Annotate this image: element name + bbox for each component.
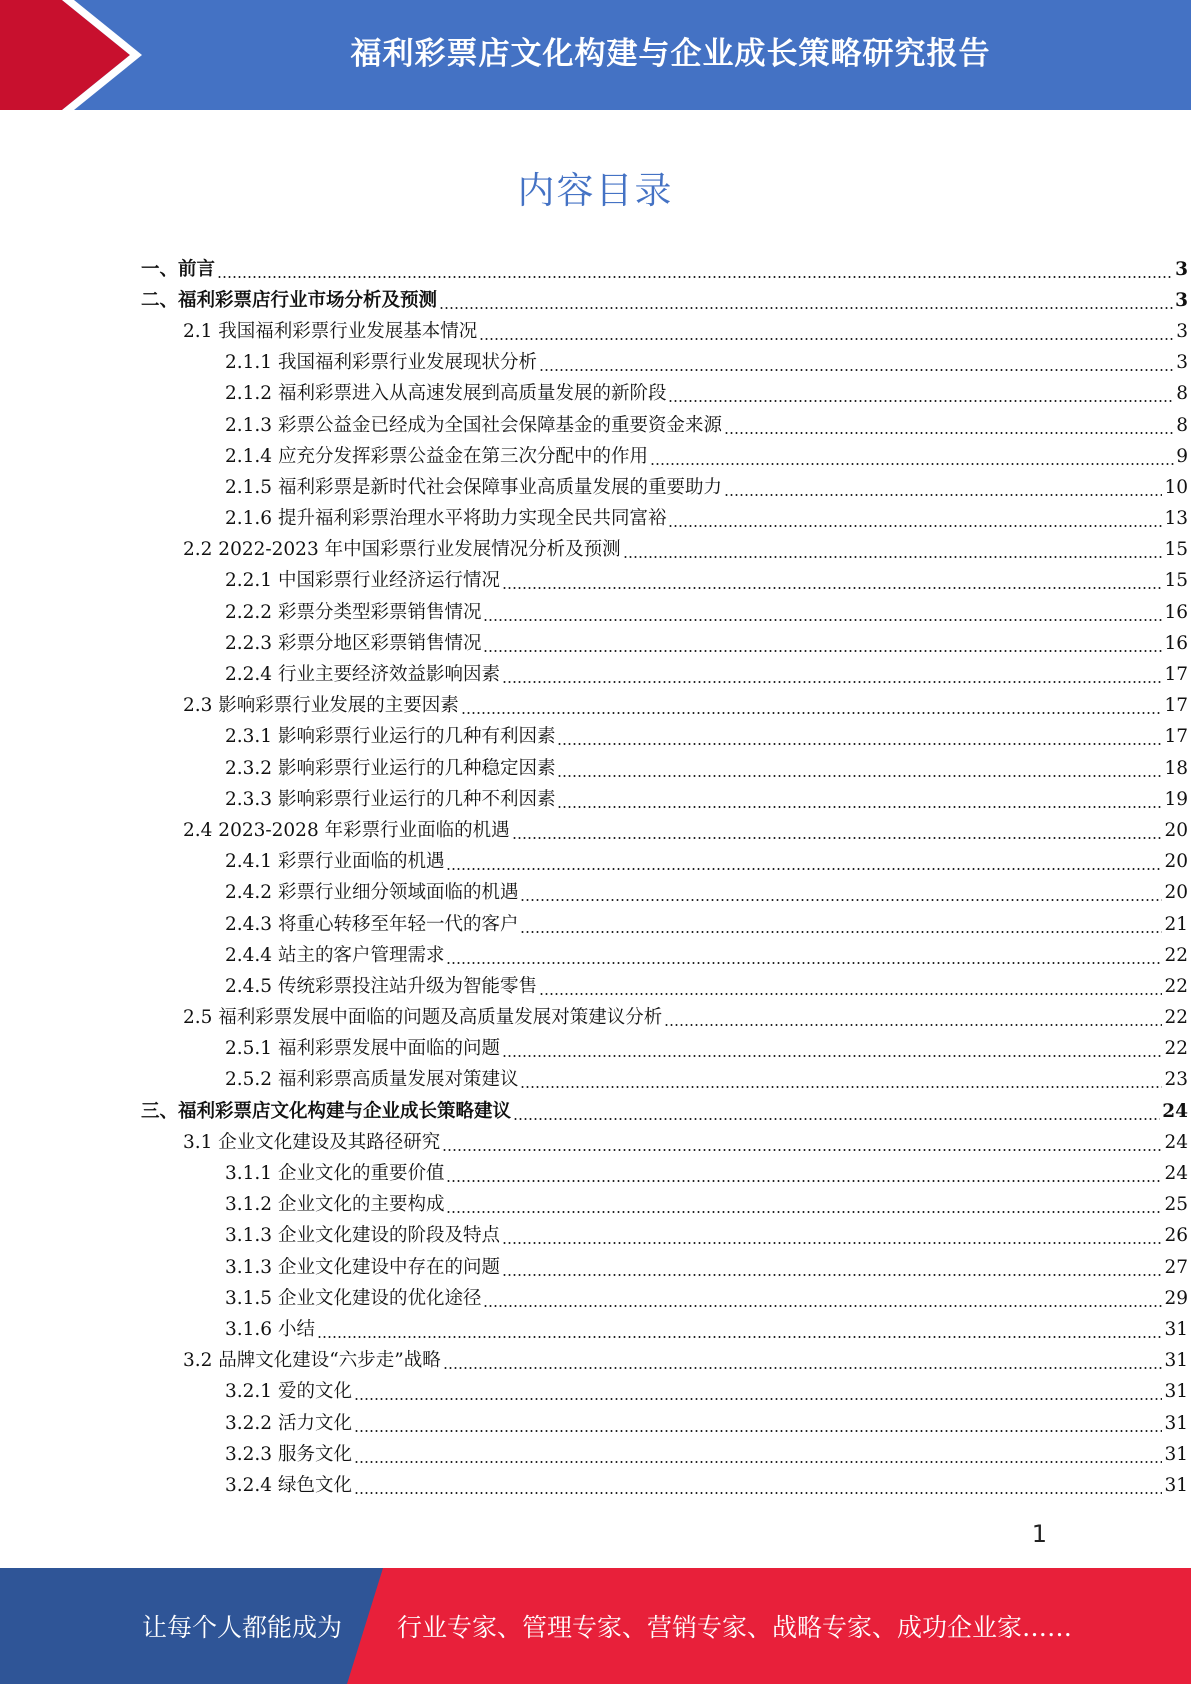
toc-entry-page: 31 bbox=[1164, 1318, 1188, 1340]
toc-dot-leader bbox=[502, 1227, 1162, 1245]
toc-entry-label: 一、前言 bbox=[141, 258, 216, 280]
toc-entry-page: 8 bbox=[1176, 383, 1188, 405]
toc-entry[interactable] bbox=[0, 1127, 1188, 1158]
toc-entry[interactable] bbox=[0, 940, 1188, 971]
toc-entry-label: 2.3 影响彩票行业发展的主要因素 bbox=[183, 695, 459, 717]
toc-entry-label: 2.2.3 彩票分地区彩票销售情况 bbox=[225, 632, 482, 654]
toc-entry-page: 22 bbox=[1164, 975, 1188, 997]
toc-title: 内容目录 bbox=[517, 169, 674, 212]
toc-entry[interactable] bbox=[0, 316, 1188, 347]
toc-entry[interactable] bbox=[0, 659, 1188, 690]
footer-slogan-right: 行业专家、管理专家、营销专家、战略专家、成功企业家…… bbox=[397, 1613, 1073, 1642]
toc-entry-label: 2.3.3 影响彩票行业运行的几种不利因素 bbox=[225, 788, 556, 810]
toc-entry-page: 21 bbox=[1164, 913, 1188, 935]
toc-entry[interactable] bbox=[0, 1096, 1188, 1127]
toc-entry[interactable] bbox=[0, 878, 1188, 909]
toc-entry-page: 17 bbox=[1164, 664, 1188, 686]
toc-entry[interactable] bbox=[0, 1408, 1188, 1439]
toc-entry-label: 2.3.2 影响彩票行业运行的几种稳定因素 bbox=[225, 757, 556, 779]
toc-entry-label: 2.4 2023-2028 年彩票行业面临的机遇 bbox=[183, 819, 510, 841]
toc-entry[interactable] bbox=[0, 1470, 1188, 1501]
toc-entry-label: 3.1.1 企业文化的重要价值 bbox=[225, 1163, 445, 1185]
toc-entry-page: 17 bbox=[1164, 695, 1188, 717]
toc-entry-label: 2.1 我国福利彩票行业发展基本情况 bbox=[183, 320, 478, 342]
toc-entry[interactable] bbox=[0, 1346, 1188, 1377]
toc-entry-page: 27 bbox=[1164, 1256, 1188, 1278]
toc-entry[interactable] bbox=[0, 753, 1188, 784]
toc-dot-leader bbox=[483, 604, 1162, 622]
toc-entry[interactable] bbox=[0, 1190, 1188, 1221]
toc-entry-page: 31 bbox=[1164, 1412, 1188, 1434]
toc-entry-label: 2.3.1 影响彩票行业运行的几种有利因素 bbox=[225, 726, 556, 748]
toc-entry[interactable] bbox=[0, 597, 1188, 628]
toc-dot-leader bbox=[443, 1352, 1163, 1370]
toc-entry-label: 2.5.2 福利彩票高质量发展对策建议 bbox=[225, 1069, 519, 1091]
toc-dot-leader bbox=[217, 261, 1173, 279]
toc-entry[interactable] bbox=[0, 504, 1188, 535]
toc-entry[interactable] bbox=[0, 1377, 1188, 1408]
toc-entry[interactable] bbox=[0, 348, 1188, 379]
toc-entry-page: 13 bbox=[1164, 508, 1188, 530]
toc-dot-leader bbox=[724, 417, 1174, 435]
toc-dot-leader bbox=[650, 448, 1174, 466]
toc-entry-label: 3.2.2 活力文化 bbox=[225, 1412, 352, 1434]
toc-entry[interactable] bbox=[0, 1158, 1188, 1189]
toc-entry[interactable] bbox=[0, 815, 1188, 846]
toc-entry-label: 3.2.3 服务文化 bbox=[225, 1443, 352, 1465]
toc-entry-label: 2.4.1 彩票行业面临的机遇 bbox=[225, 851, 445, 873]
toc-entry-label: 2.1.3 彩票公益金已经成为全国社会保障基金的重要资金来源 bbox=[225, 414, 722, 436]
toc-entry[interactable] bbox=[0, 441, 1188, 472]
toc-dot-leader bbox=[512, 822, 1163, 840]
toc-entry-page: 20 bbox=[1164, 819, 1188, 841]
toc-entry-page: 31 bbox=[1164, 1350, 1188, 1372]
toc-entry-label: 2.4.5 传统彩票投注站升级为智能零售 bbox=[225, 975, 537, 997]
table-of-contents bbox=[0, 254, 1191, 1502]
toc-entry-page: 8 bbox=[1176, 414, 1188, 436]
toc-entry[interactable] bbox=[0, 1034, 1188, 1065]
toc-entry-page: 15 bbox=[1164, 570, 1188, 592]
toc-dot-leader bbox=[354, 1446, 1163, 1464]
page-number: 1 bbox=[1031, 1520, 1047, 1548]
toc-dot-leader bbox=[446, 947, 1162, 965]
toc-entry-label: 2.1.2 福利彩票进入从高速发展到高质量发展的新阶段 bbox=[225, 383, 667, 405]
toc-dot-leader bbox=[483, 635, 1162, 653]
toc-entry-label: 2.1.5 福利彩票是新时代社会保障事业高质量发展的重要助力 bbox=[225, 476, 722, 498]
toc-dot-leader bbox=[439, 292, 1173, 310]
toc-entry-page: 20 bbox=[1164, 882, 1188, 904]
toc-entry-page: 22 bbox=[1164, 944, 1188, 966]
toc-entry-label: 2.4.2 彩票行业细分领域面临的机遇 bbox=[225, 882, 519, 904]
page-footer bbox=[0, 1568, 1191, 1684]
toc-entry-label: 3.1.3 企业文化建设中存在的问题 bbox=[225, 1256, 500, 1278]
toc-entry-label: 2.5 福利彩票发展中面临的问题及高质量发展对策建议分析 bbox=[183, 1007, 663, 1029]
toc-entry[interactable] bbox=[0, 1439, 1188, 1470]
toc-dot-leader bbox=[502, 1040, 1162, 1058]
toc-dot-leader bbox=[502, 572, 1162, 590]
toc-entry[interactable] bbox=[0, 410, 1188, 441]
footer-slogan-left: 让每个人都能成为 bbox=[142, 1613, 343, 1642]
toc-entry[interactable] bbox=[0, 628, 1188, 659]
toc-entry-label: 2.4.3 将重心转移至年轻一代的客户 bbox=[225, 913, 519, 935]
toc-entry-page: 31 bbox=[1164, 1381, 1188, 1403]
toc-entry-label: 3.1.6 小结 bbox=[225, 1318, 315, 1340]
toc-entry[interactable] bbox=[0, 1252, 1188, 1283]
toc-dot-leader bbox=[539, 354, 1174, 372]
toc-dot-leader bbox=[668, 385, 1174, 403]
toc-entry[interactable] bbox=[0, 1314, 1188, 1345]
toc-entry-page: 26 bbox=[1164, 1225, 1188, 1247]
toc-entry-page: 24 bbox=[1164, 1131, 1188, 1153]
toc-dot-leader bbox=[354, 1383, 1163, 1401]
toc-entry-label: 2.2.1 中国彩票行业经济运行情况 bbox=[225, 570, 500, 592]
toc-entry-label: 三、福利彩票店文化构建与企业成长策略建议 bbox=[141, 1100, 512, 1122]
toc-dot-leader bbox=[483, 1290, 1162, 1308]
toc-entry[interactable] bbox=[0, 722, 1188, 753]
toc-dot-leader bbox=[664, 1009, 1162, 1027]
toc-dot-leader bbox=[520, 1071, 1162, 1089]
toc-entry-page: 24 bbox=[1162, 1100, 1188, 1122]
toc-entry-label: 2.1.1 我国福利彩票行业发展现状分析 bbox=[225, 352, 537, 374]
toc-dot-leader bbox=[557, 728, 1162, 746]
toc-entry-label: 二、福利彩票店行业市场分析及预测 bbox=[141, 289, 438, 311]
toc-entry-label: 3.1.2 企业文化的主要构成 bbox=[225, 1194, 445, 1216]
toc-entry-label: 2.2 2022-2023 年中国彩票行业发展情况分析及预测 bbox=[183, 539, 621, 561]
toc-entry-label: 3.2 品牌文化建设“六步走”战略 bbox=[183, 1350, 441, 1372]
toc-entry-label: 2.2.4 行业主要经济效益影响因素 bbox=[225, 664, 500, 686]
toc-entry-label: 2.4.4 站主的客户管理需求 bbox=[225, 944, 445, 966]
toc-dot-leader bbox=[539, 978, 1162, 996]
toc-entry-label: 2.1.6 提升福利彩票治理水平将助力实现全民共同富裕 bbox=[225, 508, 667, 530]
toc-entry-label: 2.5.1 福利彩票发展中面临的问题 bbox=[225, 1038, 500, 1060]
toc-dot-leader bbox=[724, 479, 1162, 497]
toc-entry[interactable] bbox=[0, 379, 1188, 410]
toc-dot-leader bbox=[623, 541, 1163, 559]
toc-entry[interactable] bbox=[0, 1003, 1188, 1034]
toc-entry[interactable] bbox=[0, 784, 1188, 815]
toc-entry[interactable] bbox=[0, 1065, 1188, 1096]
toc-dot-leader bbox=[668, 510, 1162, 528]
toc-dot-leader bbox=[557, 760, 1162, 778]
header-chevron-logo bbox=[0, 0, 160, 110]
toc-entry[interactable] bbox=[0, 285, 1188, 316]
toc-entry-page: 3 bbox=[1176, 320, 1188, 342]
toc-entry[interactable] bbox=[0, 1283, 1188, 1314]
toc-dot-leader bbox=[461, 697, 1163, 715]
toc-entry-page: 15 bbox=[1164, 539, 1188, 561]
toc-dot-leader bbox=[502, 666, 1162, 684]
toc-entry-page: 3 bbox=[1176, 352, 1188, 374]
toc-entry-label: 3.2.1 爱的文化 bbox=[225, 1381, 352, 1403]
toc-entry[interactable] bbox=[0, 254, 1188, 285]
toc-dot-leader bbox=[520, 884, 1162, 902]
toc-entry[interactable] bbox=[0, 566, 1188, 597]
toc-entry-page: 17 bbox=[1164, 726, 1188, 748]
toc-dot-leader bbox=[446, 1196, 1162, 1214]
toc-entry-page: 23 bbox=[1164, 1069, 1188, 1091]
toc-entry[interactable] bbox=[0, 691, 1188, 722]
toc-entry-page: 3 bbox=[1175, 258, 1188, 280]
toc-entry-page: 16 bbox=[1164, 632, 1188, 654]
toc-dot-leader bbox=[557, 791, 1162, 809]
toc-entry-label: 3.1 企业文化建设及其路径研究 bbox=[183, 1131, 441, 1153]
toc-entry-page: 18 bbox=[1164, 757, 1188, 779]
toc-entry[interactable] bbox=[0, 1221, 1188, 1252]
toc-entry-page: 9 bbox=[1176, 445, 1188, 467]
toc-dot-leader bbox=[354, 1477, 1163, 1495]
toc-dot-leader bbox=[446, 1165, 1162, 1183]
toc-entry-page: 20 bbox=[1164, 851, 1188, 873]
toc-entry[interactable] bbox=[0, 971, 1188, 1002]
toc-entry-page: 10 bbox=[1164, 476, 1188, 498]
page-header bbox=[0, 0, 1191, 110]
toc-entry-page: 22 bbox=[1164, 1007, 1188, 1029]
toc-dot-leader bbox=[354, 1415, 1163, 1433]
toc-dot-leader bbox=[513, 1103, 1160, 1121]
toc-entry-label: 3.2.4 绿色文化 bbox=[225, 1474, 352, 1496]
report-title: 福利彩票店文化构建与企业成长策略研究报告 bbox=[350, 35, 991, 72]
toc-entry-page: 25 bbox=[1164, 1194, 1188, 1216]
toc-dot-leader bbox=[479, 323, 1174, 341]
toc-entry[interactable] bbox=[0, 847, 1188, 878]
toc-entry[interactable] bbox=[0, 909, 1188, 940]
toc-entry-page: 31 bbox=[1164, 1443, 1188, 1465]
toc-entry-page: 22 bbox=[1164, 1038, 1188, 1060]
toc-entry-page: 3 bbox=[1175, 289, 1188, 311]
toc-entry[interactable] bbox=[0, 472, 1188, 503]
toc-entry-label: 3.1.3 企业文化建设的阶段及特点 bbox=[225, 1225, 500, 1247]
toc-entry-page: 31 bbox=[1164, 1474, 1188, 1496]
toc-dot-leader bbox=[520, 916, 1162, 934]
toc-entry-label: 2.2.2 彩票分类型彩票销售情况 bbox=[225, 601, 482, 623]
toc-dot-leader bbox=[446, 853, 1162, 871]
toc-entry-page: 19 bbox=[1164, 788, 1188, 810]
toc-entry[interactable] bbox=[0, 535, 1188, 566]
toc-dot-leader bbox=[442, 1134, 1162, 1152]
toc-entry-page: 24 bbox=[1164, 1163, 1188, 1185]
toc-entry-page: 29 bbox=[1164, 1287, 1188, 1309]
toc-entry-label: 3.1.5 企业文化建设的优化途径 bbox=[225, 1287, 482, 1309]
toc-dot-leader bbox=[317, 1321, 1163, 1339]
toc-entry-page: 16 bbox=[1164, 601, 1188, 623]
toc-dot-leader bbox=[502, 1259, 1162, 1277]
toc-entry-label: 2.1.4 应充分发挥彩票公益金在第三次分配中的作用 bbox=[225, 445, 648, 467]
